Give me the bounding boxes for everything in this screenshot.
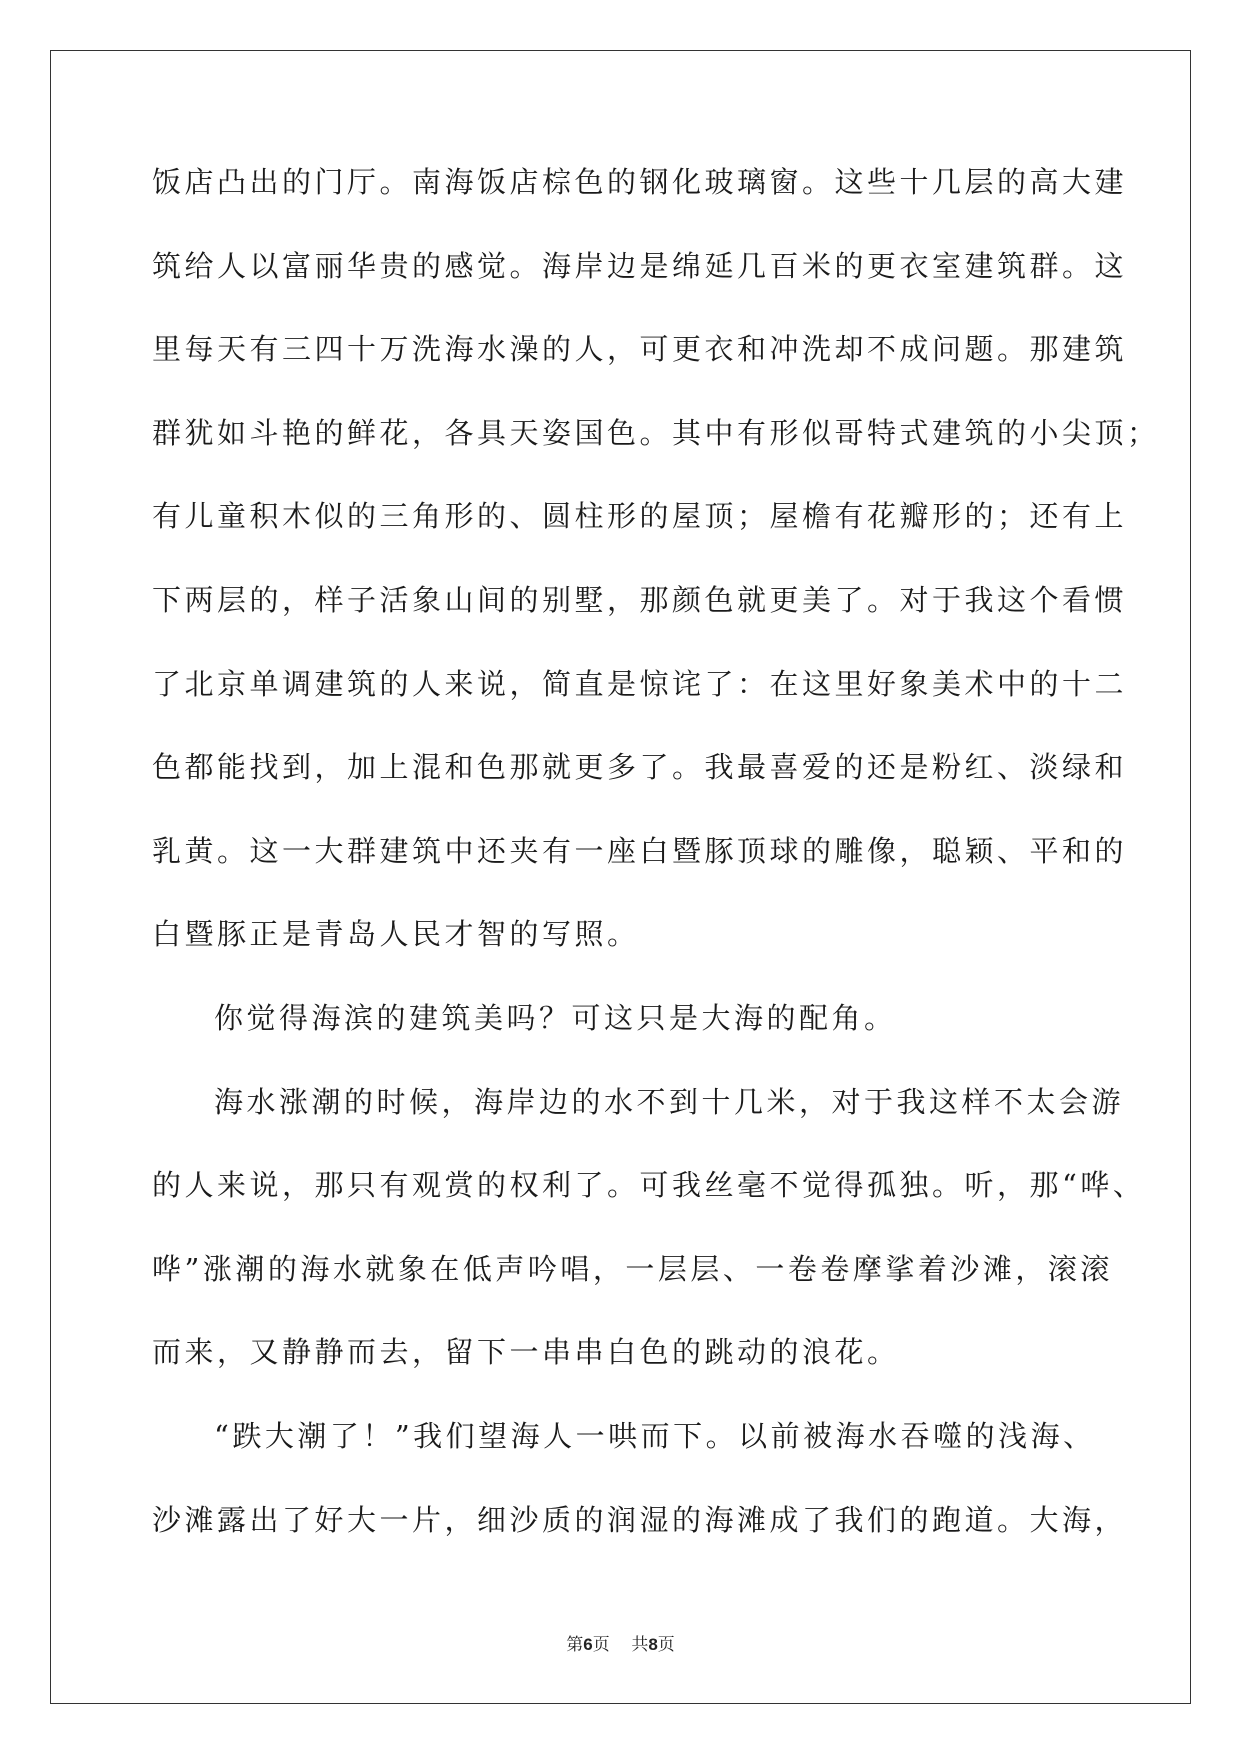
- text-line: 饭店凸出的门厅。南海饭店棕色的钢化玻璃窗。这些十几层的高大建: [152, 165, 1128, 199]
- text-line: 的人来说，那只有观赏的权利了。可我丝毫不觉得孤独。听，那“哗、: [152, 1168, 1146, 1203]
- text-line: 你觉得海滨的建筑美吗？可这只是大海的配角。: [214, 1000, 897, 1035]
- text-line: 了北京单调建筑的人来说，简直是惊诧了：在这里好象美术中的十二: [152, 666, 1128, 701]
- text-line: 色都能找到，加上混和色那就更多了。我最喜爱的还是粉红、淡绿和: [152, 750, 1128, 785]
- current-page-number: 6: [583, 1635, 593, 1654]
- page-suffix: 页: [592, 1635, 610, 1655]
- page-prefix: 第: [566, 1635, 584, 1655]
- text-line: 而来，又静静而去，留下一串串白色的跳动的浪花。: [152, 1335, 900, 1370]
- text-line: 乳黄。这一大群建筑中还夹有一座白暨豚顶球的雕像，聪颖、平和的: [152, 833, 1128, 868]
- text-line: 哗”涨潮的海水就象在低声吟唱，一层层、一卷卷摩挲着沙滩，滚滚: [152, 1251, 1113, 1286]
- text-line: 筑给人以富丽华贵的感觉。海岸边是绵延几百米的更衣室建筑群。这: [152, 248, 1128, 283]
- text-line: 下两层的，样子活象山间的别墅，那颜色就更美了。对于我这个看惯: [152, 582, 1128, 617]
- text-line: 海水涨潮的时候，海岸边的水不到十几米，对于我这样不太会游: [214, 1084, 1125, 1119]
- total-page-count: 8: [648, 1635, 658, 1654]
- text-line: 白暨豚正是青岛人民才智的写照。: [152, 917, 640, 952]
- document-body: [152, 160, 1160, 1581]
- text-line: 有儿童积木似的三角形的、圆柱形的屋顶；屋檐有花瓣形的；还有上: [152, 499, 1128, 534]
- total-suffix: 页: [657, 1635, 675, 1655]
- text-line: 沙滩露出了好大一片，细沙质的润湿的海滩成了我们的跑道。大海，: [152, 1502, 1128, 1537]
- text-line: 群犹如斗艳的鲜花，各具天姿国色。其中有形似哥特式建筑的小尖顶；: [152, 415, 1160, 450]
- page-footer: [0, 1630, 1241, 1655]
- text-line: “跌大潮了！”我们望海人一哄而下。以前被海水吞噬的浅海、: [214, 1418, 1096, 1453]
- total-prefix: 共: [631, 1635, 649, 1655]
- text-line: 里每天有三四十万洗海水澡的人，可更衣和冲洗却不成问题。那建筑: [152, 332, 1128, 367]
